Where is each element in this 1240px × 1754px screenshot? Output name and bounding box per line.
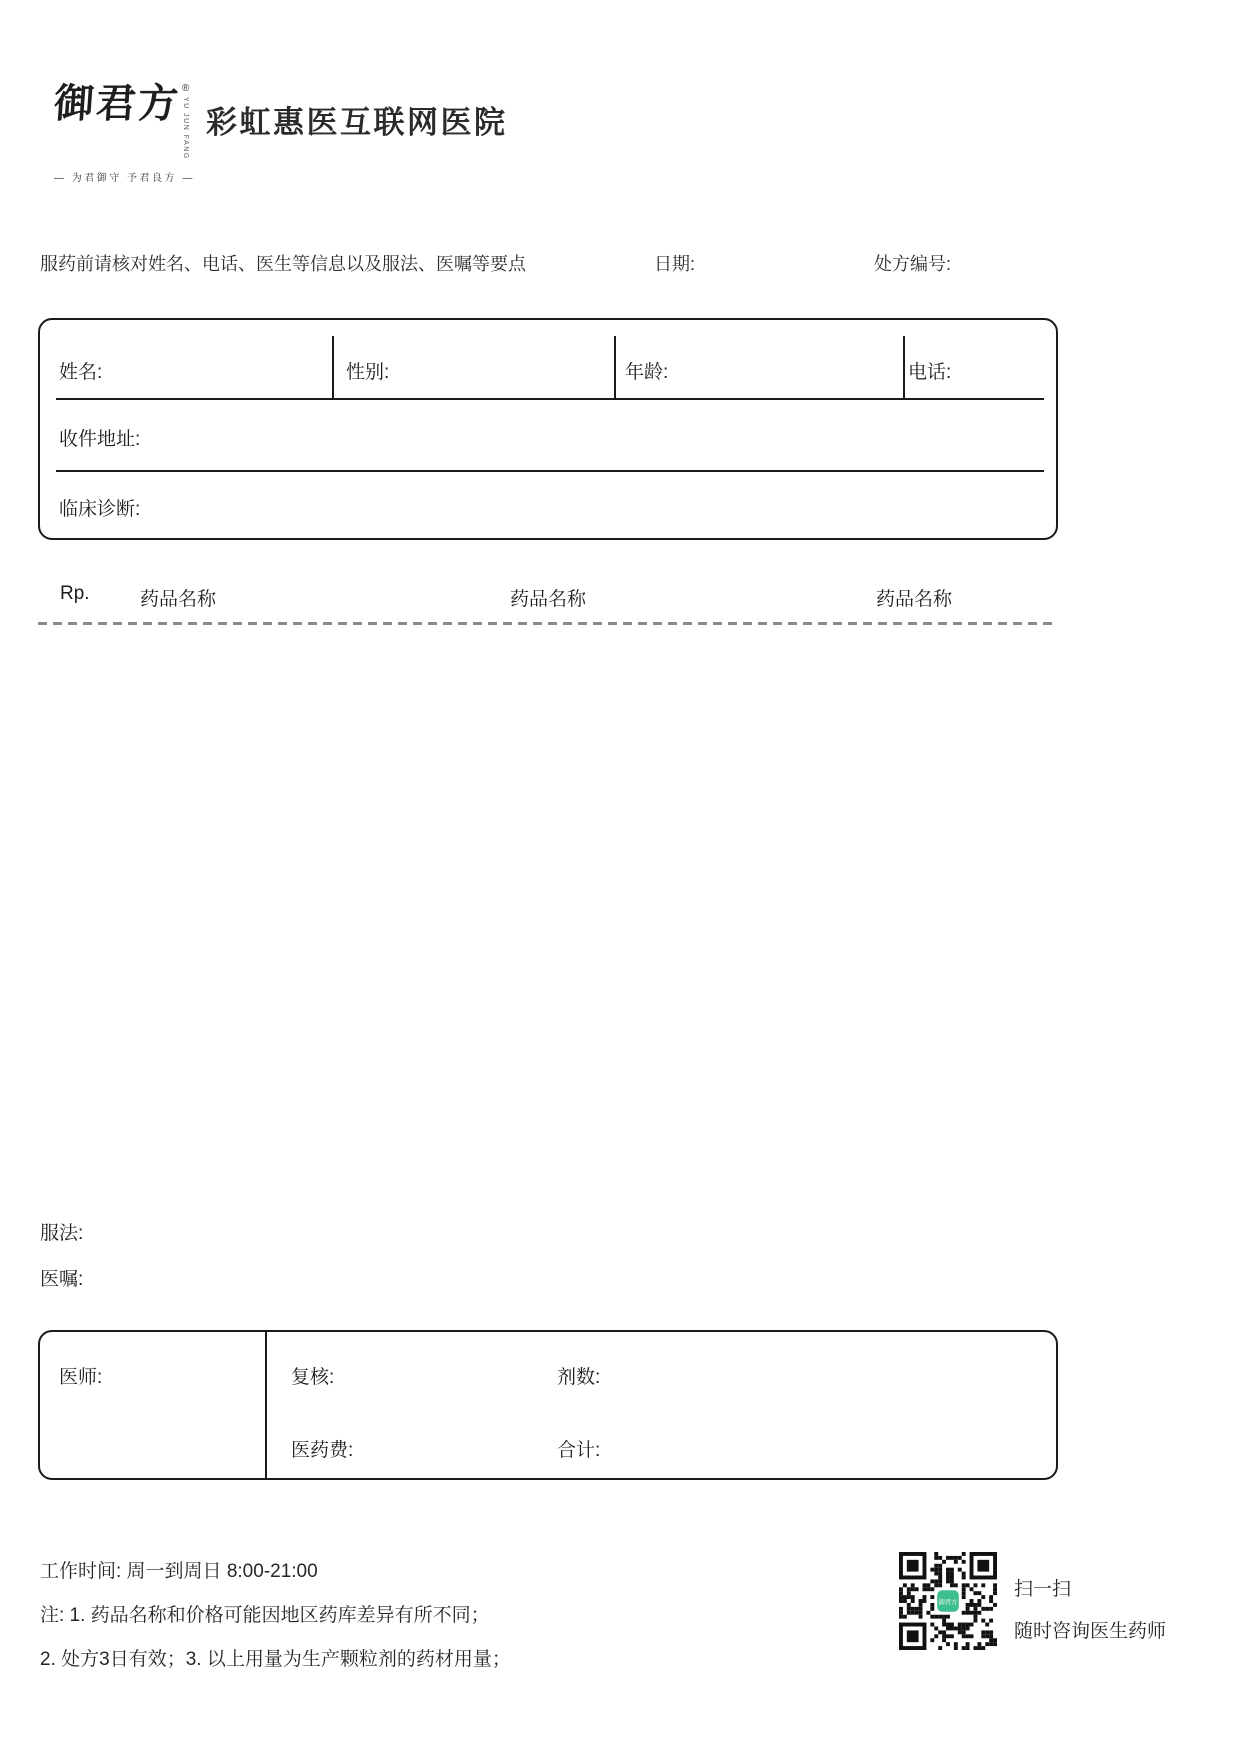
pre-check-notice: 服药前请核对姓名、电话、医生等信息以及服法、医嘱等要点: [40, 254, 526, 274]
usage-method-label: 服法:: [40, 1223, 84, 1244]
gender-label: 性别:: [346, 362, 390, 383]
name-label: 姓名:: [59, 362, 103, 383]
yujunfang-logo: [52, 80, 204, 184]
svg-text:御君方: 御君方: [938, 1598, 958, 1606]
qr-caption-scan: 扫一扫: [1014, 1579, 1072, 1600]
note-line-1: 注: 1. 药品名称和价格可能因地区药库差异有所不同；: [40, 1605, 490, 1626]
row-divider: [56, 470, 1044, 472]
diagnosis-label: 临床诊断:: [59, 499, 141, 520]
drug-column-header: 药品名称: [876, 589, 953, 610]
total-label: 合计:: [557, 1440, 601, 1461]
drug-column-header: 药品名称: [140, 589, 217, 610]
row-divider: [56, 398, 1044, 400]
qr-code: [899, 1552, 997, 1650]
logo-text: 御君方: [52, 80, 182, 127]
address-label: 收件地址:: [59, 429, 141, 450]
date-label: 日期:: [654, 254, 696, 274]
fee-label: 医药费:: [291, 1440, 354, 1461]
rx-number-label: 处方编号:: [874, 254, 952, 274]
column-divider: [903, 336, 905, 398]
signoff-box: [38, 1330, 1058, 1480]
rp-label: Rp.: [60, 583, 90, 604]
patient-info-box: [38, 318, 1058, 540]
logo-tagline: — 为君御守 予君良方 —: [54, 172, 195, 184]
phone-label: 电话:: [908, 362, 952, 383]
dashed-separator: [38, 622, 1058, 625]
reviewer-label: 复核:: [291, 1367, 335, 1388]
doctor-label: 医师:: [59, 1367, 103, 1388]
work-hours-text: 工作时间: 周一到周日 8:00-21:00: [40, 1561, 318, 1582]
logo-vertical-text: YU JUN FANG: [182, 97, 190, 160]
hospital-name: 彩虹惠医互联网医院: [206, 105, 508, 140]
column-divider: [332, 336, 334, 398]
doses-label: 剂数:: [557, 1367, 601, 1388]
qr-caption-consult: 随时咨询医生药师: [1014, 1621, 1167, 1642]
signoff-divider: [265, 1332, 267, 1478]
doctor-advice-label: 医嘱:: [40, 1269, 84, 1290]
registered-mark-icon: ®: [182, 83, 190, 94]
age-label: 年龄:: [625, 362, 669, 383]
column-divider: [614, 336, 616, 398]
note-line-2: 2. 处方3日有效；3. 以上用量为生产颗粒剂的药材用量；: [40, 1649, 511, 1670]
drug-column-header: 药品名称: [510, 589, 587, 610]
